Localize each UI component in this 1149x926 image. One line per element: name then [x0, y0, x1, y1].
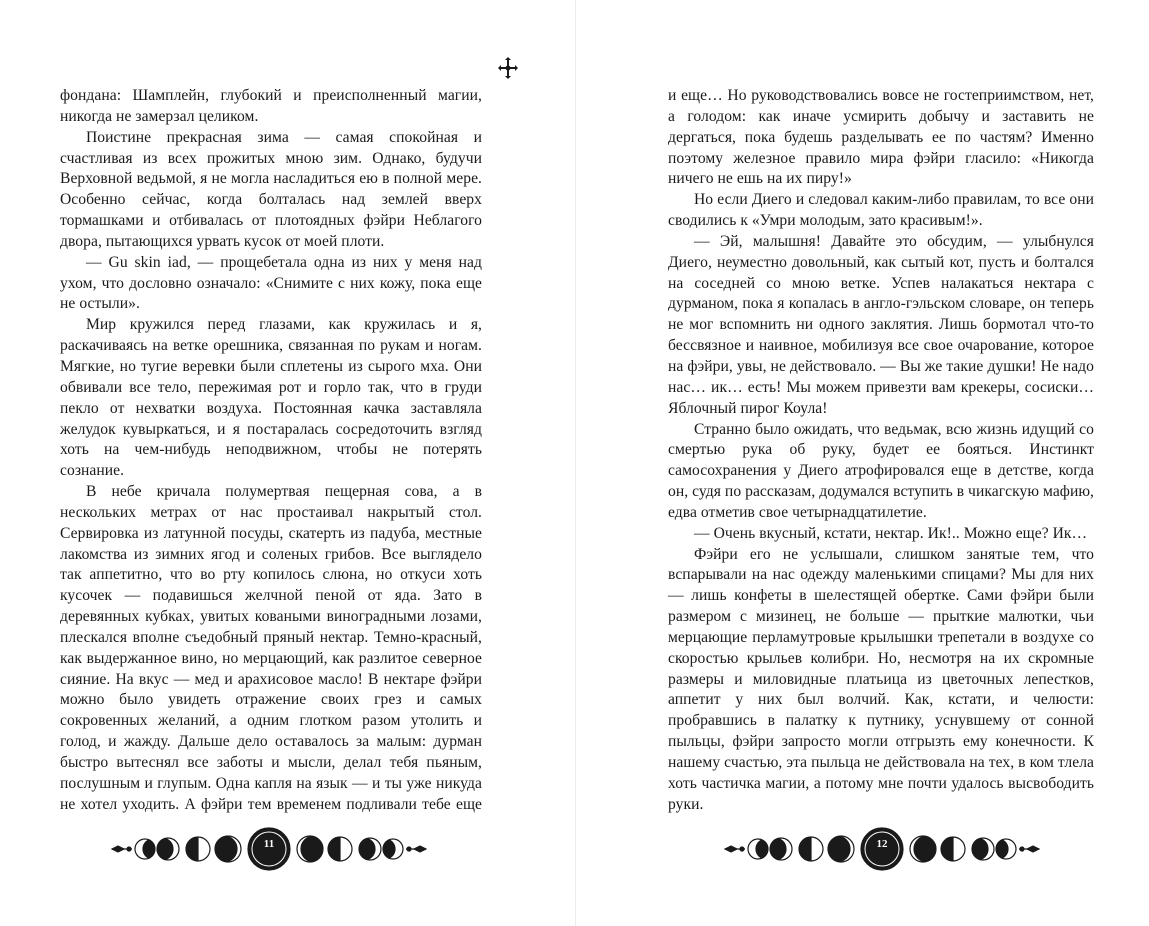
page-number: 12 [876, 838, 888, 850]
page-number-folio [110, 824, 428, 874]
paragraph: Но если Диего и следовал каким-либо правилам, то все они сводились к «Умри молодым, зато красивым!». [668, 191, 1094, 230]
page-number: 11 [263, 838, 275, 850]
paragraph: Мир кружился перед глазами, как кружилась и я, раскачиваясь на ветке орешника, связанная по рукам и ногам. Мягкие, но тугие веревки были сплетены из сырого мха. Они обвивали все тело, пережимая рот и горло так, что в груди пекло от нехватки воздуха. Постоянная качка заставляла желудок кувыркаться, и я постаралась сосредоточить взгляд хоть на чем-нибудь неподвижном, чтобы не потерять сознание. [60, 316, 482, 480]
paragraph: Фэйри его не услышали, слишком занятые тем, что вспарывали на нас одежду маленькими спицами? Мы для них — лишь конфеты в шелестящей обертке. Сами фэйри были размером с мизинец, не больше — прыткие малютки, чьи мерцающие перламутровые крылышки трепетали в воздухе со скоростью крыльев колибри. Но, несмотря на их скромные размеры и миловидные платьица из цветочных лепестков, аппетит у них был волчий. Как, кстати, и челюсти: пробравшись в палатку к путнику, уснувшему от сонной пыльцы, фэйри запросто могли отгрызть ему конечности. К нашему счастью, эта пыльца не действовала на тех, в ком тлела хоть частичка магии, а потому мне почти удалось высвободить руки. [668, 545, 1094, 813]
paragraph: — Эй, малышня! Давайте это обсудим, — улыбнулся Диего, неуместно довольный, как сытый кот, пусть и болтался на соседней со мною ветке. Успев налакаться нектара с дурманом, пока я копалась в англо-гэльском словаре, он теперь не мог вспомнить ни одного заклятия. Лишь бормотал что-то бессвязное и наивное, мобилизуя все свое очарование, которое на фэйри, увы, не действовало. — Вы же такие душки! Не надо нас… ик… есть! Мы можем привезти вам крекеры, сосиски… Яблочный пирог Коула! [668, 232, 1094, 417]
right-page-text [668, 86, 1094, 816]
left-page-text [60, 86, 482, 816]
page-number-folio [723, 824, 1041, 874]
paragraph: Поистине прекрасная зима — самая спокойная и счастливая из всех прожитых мною зим. Однако, будучи Верховной ведьмой, я не могла насладиться ею в полной мере. Особенно сейчас, когда болталась над землей вверх тормашками и отбивалась от плотоядных фэйри Неблагого двора, пытающихся урвать кусок от моей плоти. [60, 128, 482, 250]
paragraph: и еще… Но руководствовались вовсе не гостеприимством, нет, а голодом: как иначе усмирить добычу и заставить не дергаться, пока будешь разделывать ее по частям? Именно поэтому железное правило мира фэйри гласило: «Никогда ничего не ешь на их пиру!» [668, 87, 1094, 188]
cross-ornament-icon [497, 57, 519, 79]
paragraph: В небе кричала полумертвая пещерная сова, а в нескольких метрах от нас простаивал накрытый стол. Сервировка из латунной посуды, скатерть из падуба, местные лакомства из зимних ягод и соленых грибов. Все выглядело так аппетитно, что во рту копилось слюна, но откуси хоть кусочек — подавишься желчной пеной от яда. Зато в деревянных кубках, увитых коваными виноградными лозами, плескался вполне съедобный пряный нектар. Темно-красный, как выдержанное вино, но мерцающий, как разлитое северное сияние. На вкус — мед и арахисовое масло! В нектаре фэйри можно было увидеть отражение своих грез и самых сокровенных желаний, а одним глотком разом утолить и голод, и жажду. Дальше дело оставалось за малым: дурман быстро вытеснял все заботы и мысли, делал тебя пьяным, послушным и глупым. Одна капля на язык — и ты уже никуда не хотел уходить. А фэйри тем временем подливали тебе еще [60, 483, 482, 813]
right-page [576, 0, 1149, 926]
paragraph: фондана: Шамплейн, глубокий и преисполненный магии, никогда не замерзал целиком. [60, 87, 482, 125]
paragraph: — Gu skin iad, — прощебетала одна из них у меня над ухом, что дословно означало: «Снимите с них кожу, пока еще не остыли». [60, 253, 482, 313]
paragraph: — Очень вкусный, кстати, нектар. Ик!.. Можно еще? Ик… [694, 524, 1088, 542]
paragraph: Странно было ожидать, что ведьмак, всю жизнь идущий со смертью рука об руку, будет ее бояться. Инстинкт самосохранения у Диего атрофировался еще в детстве, когда он, судя по рассказам, додумался вступить в чикагскую мафию, едва отметив свое четырнадцатилетие. [668, 420, 1095, 521]
